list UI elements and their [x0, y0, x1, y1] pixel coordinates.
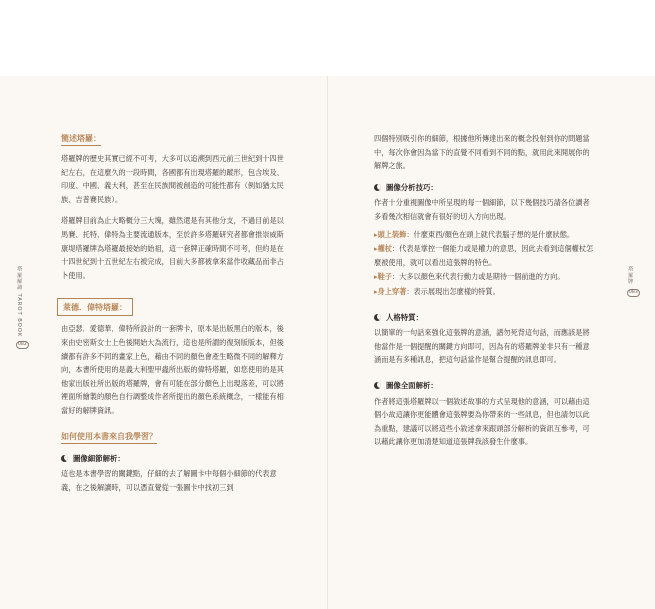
overview-paragraph-2: 塔羅牌目前為止大略概分三大塊，雖然還是有其他分支，不過目前是以馬賽、托特、偉特為主要流通版本，至於許多塔羅研究者都會推崇威斯康堤塔羅牌為塔羅最接始的始祖，這一套牌正確時間不可考，但約是在十四世紀到十五世紀左右被完成，目前大多都被拿來當作收藏品而非占卜使用。 [61, 216, 284, 280]
bullet-text: ：代表是掌控一個能力或是權力的意思，因此去看到這個權杖怎麼被使用，就可以看出這張牌的特色。 [374, 244, 594, 267]
bullet-item [374, 228, 596, 242]
right-page-column [374, 132, 596, 449]
left-running-head-text: 塔羅解讀 TAROT BOOK [16, 266, 23, 338]
right-running-head-text: 塔羅牌 [627, 266, 634, 285]
rider-waite-paragraph: 由亞瑟．愛德華．偉特所設計的一套牌卡，原本是出版黑白的版本，後來由史密斯女士上色後開始大為流行，這也是所謂的復刻版版本，但後續都有許多不同的畫家上色，藉由不同的顏色會產生略微不同的解釋方向，本書所使用的是義大利聖甲蟲所出版的偉特塔羅，如您使用的是其他家出版社所出版的塔羅牌，會有可能在部分顏色上出現落差，可以將裡面所繪製的顏色自行調整成作者所提出的顏色系統概念，一樣能有相當好的解牌資訊。 [61, 324, 284, 415]
bullet-text: ：什麼東西/顏色在頭上就代表腦子想的是什麼狀態。 [406, 229, 575, 239]
left-page-number: 082 [18, 342, 27, 348]
subhead-personality [374, 311, 596, 325]
personality-paragraph: 以簡單的一句話來強化這張牌的意涵，譜勿死背這句話，而應該是將他當作是一個提醒的關鍵方向即可，因為有的塔羅牌並非只有一種意涵而是有多種訊息，把這句話當作是幫合提醒的訊息即可。 [374, 328, 590, 365]
page-gutter [327, 76, 328, 609]
left-page-column [61, 132, 290, 504]
left-running-head [16, 266, 26, 349]
analysis-bullet-list [374, 228, 596, 299]
subhead-image-analysis [374, 181, 596, 195]
bullet-key: ▸身上穿著 [374, 286, 407, 296]
bullet-key: ▸頭上裝飾 [374, 229, 407, 239]
section-heading-rider-waite: 萊德．偉特塔羅： [57, 298, 133, 316]
bullet-text: ：大多以顏色來代表行動力或是期待一個前進的方向。 [391, 272, 565, 282]
continued-paragraph: 四個特別吸引你的細節，根據他所傳達出來的概念投射到你的問題當中，每次你會因為當下的直覺不同看到不同的點，就用此來開展你的解牌之旅。 [374, 134, 590, 171]
bullet-item [374, 285, 596, 299]
image-analysis-paragraph: 作者十分重視圖像中所呈現的每一個細節，以下幾個技巧請各位讀者多看幾次相信就會有很好的切入方向出現。 [374, 198, 590, 221]
moon-icon [61, 455, 68, 462]
image-detail-paragraph: 這也是本書學習的關鍵點，仔細的去了解圖卡中每個小細節的代表意義，在之後解讀時，可以憑直覺從一張圖卡中找初三到 [61, 469, 277, 492]
subhead-full-analysis-label: 圖像全面解析： [386, 380, 438, 390]
bullet-key: ▸鞋子 [374, 272, 392, 282]
section-heading-overview: 簡述塔羅： [61, 132, 101, 146]
moon-icon [374, 184, 381, 191]
right-running-head [627, 266, 637, 297]
moon-icon [374, 314, 381, 321]
section-heading-how-to-use: 如何使用本書來自我學習？ [61, 430, 157, 444]
moon-icon [374, 382, 381, 389]
bullet-item [374, 242, 596, 269]
overview-paragraph-1: 塔羅牌的歷史其實已經不可考，大多可以追溯到西元前三世紀到十四世紀左右，在這麼久的一段時間，各國都有出現塔羅的蹤形，包含埃及、印度、中國、義大利，甚至在民族間被創造的可能性都有（例如猶太民族、吉普賽民族）。 [61, 154, 284, 204]
subhead-full-analysis [374, 379, 596, 393]
bullet-item [374, 270, 596, 284]
subhead-personality-label: 人格特質： [386, 312, 423, 322]
full-analysis-paragraph: 作者將這張塔羅牌以一個敘述故事的方式呈現他的意涵，可以藉由這個小故這讓你更能體會這張牌要為你帶來的一些訊息，但也請勿以此為重點，建議可以將這些小敘述拿來跟頭部分解析的資訊互參考，可以藉此讓你更加清楚知道這張牌我該發生什麼事。 [374, 396, 590, 447]
right-page-number: 083 [629, 289, 638, 295]
subhead-image-detail-label: 圖像細節解析： [73, 453, 125, 463]
bullet-text: ：表示展現出怎麼樣的特質。 [406, 286, 500, 296]
subhead-image-analysis-label: 圖像分析技巧： [386, 182, 438, 192]
bullet-key: ▸權杖 [374, 244, 392, 254]
subhead-image-detail [61, 452, 290, 466]
